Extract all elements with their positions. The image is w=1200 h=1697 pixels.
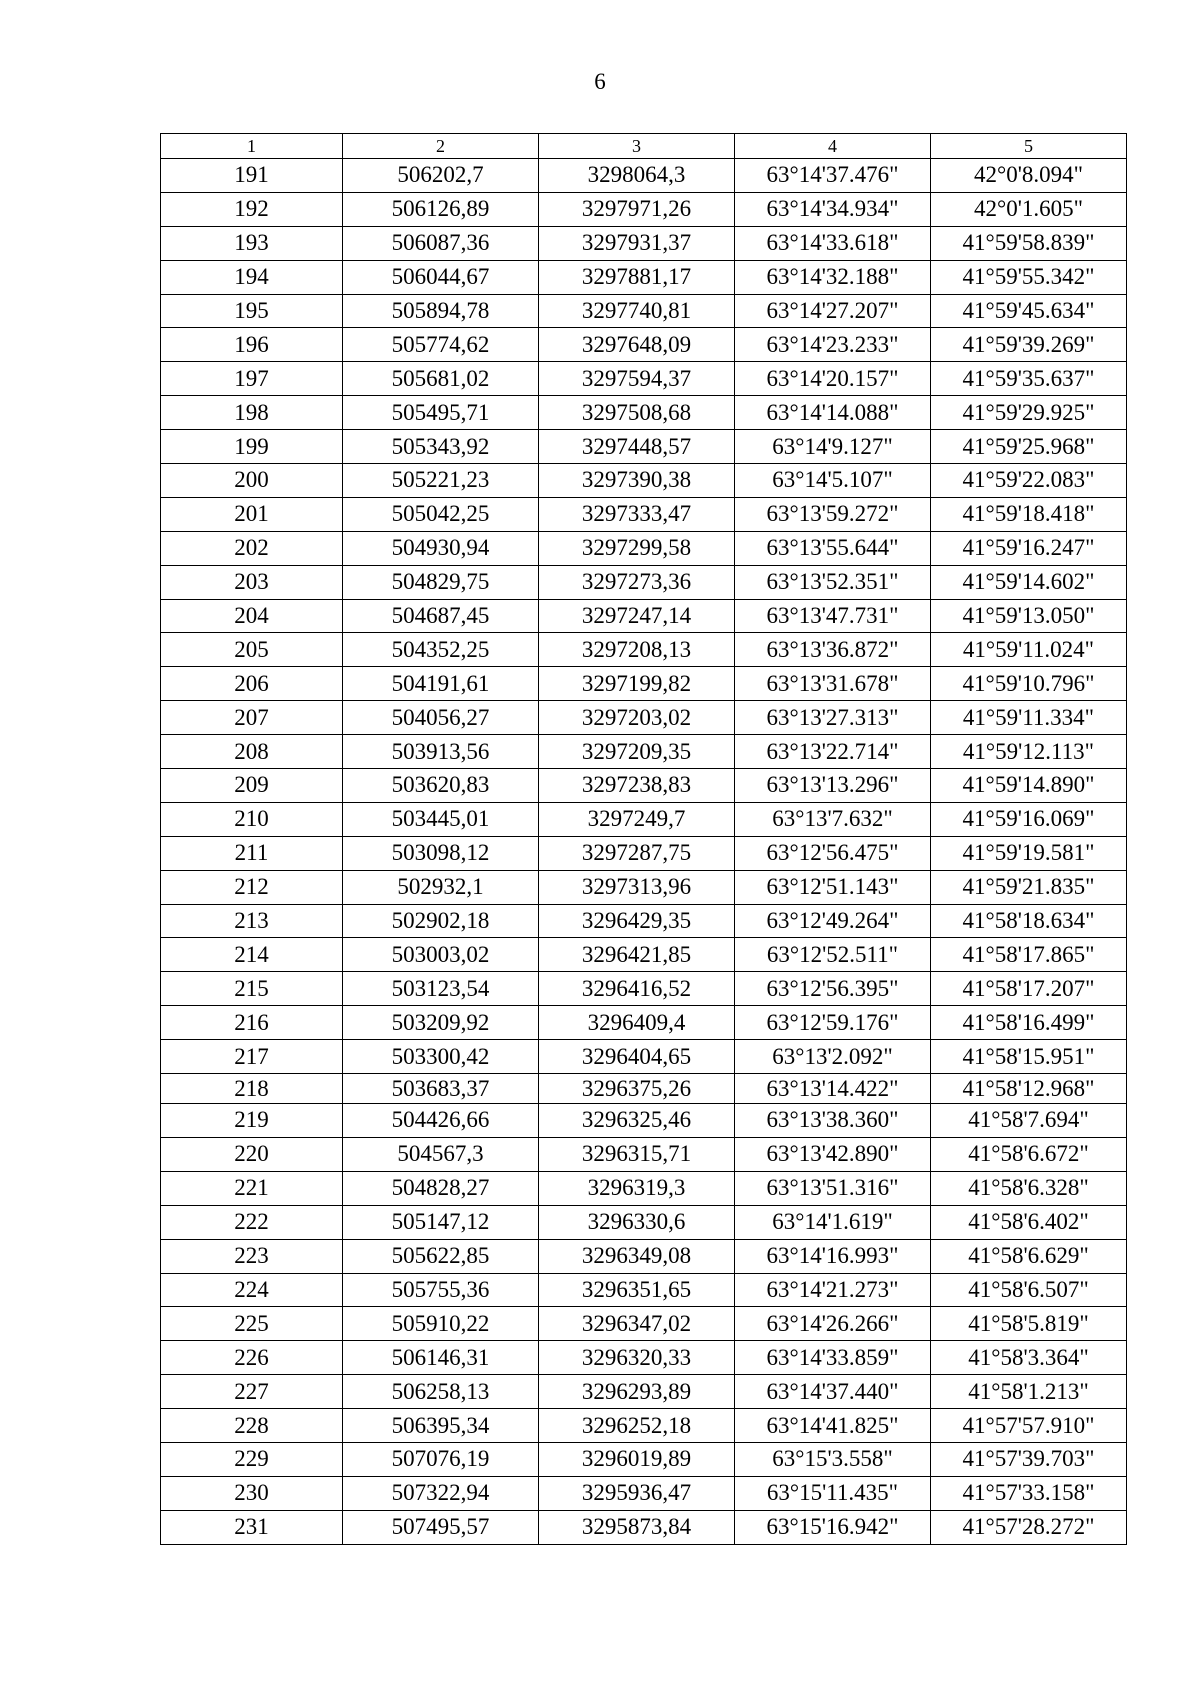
table-cell: 505042,25 (343, 497, 539, 531)
table-row (161, 1006, 1127, 1040)
table-cell: 3297508,68 (539, 396, 735, 430)
table-cell: 503209,92 (343, 1006, 539, 1040)
table-cell: 63°14'14.088" (735, 396, 931, 430)
table-cell: 41°59'25.968" (931, 430, 1127, 464)
table-cell: 504829,75 (343, 565, 539, 599)
table-cell: 506044,67 (343, 260, 539, 294)
table-cell: 41°58'7.694" (931, 1104, 1127, 1138)
table-cell: 505910,22 (343, 1307, 539, 1341)
table-cell: 3296349,08 (539, 1239, 735, 1273)
page-number: 6 (594, 69, 606, 94)
table-cell: 41°57'33.158" (931, 1476, 1127, 1510)
table-cell: 3296416,52 (539, 972, 735, 1006)
table-cell: 506202,7 (343, 159, 539, 193)
table-cell: 3297931,37 (539, 226, 735, 260)
table-cell: 41°58'6.507" (931, 1273, 1127, 1307)
table-cell: 3296252,18 (539, 1409, 735, 1443)
table-cell: 197 (161, 362, 343, 396)
table-cell: 41°59'29.925" (931, 396, 1127, 430)
table-row (161, 904, 1127, 938)
table-row (161, 192, 1127, 226)
table-cell: 41°58'16.499" (931, 1006, 1127, 1040)
table-cell: 505147,12 (343, 1205, 539, 1239)
table-cell: 63°13'31.678" (735, 667, 931, 701)
table-cell: 218 (161, 1074, 343, 1104)
table-cell: 503620,83 (343, 769, 539, 803)
table-cell: 503003,02 (343, 938, 539, 972)
table-cell: 63°13'47.731" (735, 599, 931, 633)
table-row (161, 1510, 1127, 1544)
table-cell: 41°59'58.839" (931, 226, 1127, 260)
table-cell: 63°12'56.395" (735, 972, 931, 1006)
table-cell: 3297313,96 (539, 870, 735, 904)
table-row (161, 1409, 1127, 1443)
table-cell: 41°58'17.865" (931, 938, 1127, 972)
table-cell: 41°59'22.083" (931, 464, 1127, 498)
table-cell: 63°14'9.127" (735, 430, 931, 464)
table-cell: 505622,85 (343, 1239, 539, 1273)
table-cell: 41°58'18.634" (931, 904, 1127, 938)
table-cell: 212 (161, 870, 343, 904)
table-cell: 504426,66 (343, 1104, 539, 1138)
table-cell: 42°0'1.605" (931, 192, 1127, 226)
table-cell: 502902,18 (343, 904, 539, 938)
table-cell: 504352,25 (343, 633, 539, 667)
table-cell: 63°14'26.266" (735, 1307, 931, 1341)
table-cell: 3297881,17 (539, 260, 735, 294)
table-cell: 41°57'39.703" (931, 1442, 1127, 1476)
table-row (161, 159, 1127, 193)
table-cell: 3297333,47 (539, 497, 735, 531)
table-row (161, 362, 1127, 396)
table-cell: 205 (161, 633, 343, 667)
table-cell: 3297299,58 (539, 531, 735, 565)
table-cell: 199 (161, 430, 343, 464)
table-row (161, 667, 1127, 701)
table-cell: 3296429,35 (539, 904, 735, 938)
table-cell: 41°59'55.342" (931, 260, 1127, 294)
table-cell: 231 (161, 1510, 343, 1544)
table-cell: 503123,54 (343, 972, 539, 1006)
table-row (161, 1074, 1127, 1104)
column-header: 2 (343, 134, 539, 159)
table-cell: 504687,45 (343, 599, 539, 633)
table-cell: 213 (161, 904, 343, 938)
table-cell: 503445,01 (343, 802, 539, 836)
table-cell: 63°14'34.934" (735, 192, 931, 226)
table-row (161, 870, 1127, 904)
table-cell: 207 (161, 701, 343, 735)
table-cell: 41°58'6.629" (931, 1239, 1127, 1273)
table-cell: 63°14'21.273" (735, 1273, 931, 1307)
table-row (161, 1239, 1127, 1273)
table-cell: 3296320,33 (539, 1341, 735, 1375)
table-cell: 63°12'59.176" (735, 1006, 931, 1040)
table-cell: 506258,13 (343, 1375, 539, 1409)
table-row (161, 1442, 1127, 1476)
table-cell: 505495,71 (343, 396, 539, 430)
table-cell: 63°13'36.872" (735, 633, 931, 667)
table-cell: 506126,89 (343, 192, 539, 226)
table-cell: 3297203,02 (539, 701, 735, 735)
table-cell: 63°12'49.264" (735, 904, 931, 938)
table-row (161, 396, 1127, 430)
table-cell: 63°14'41.825" (735, 1409, 931, 1443)
table-cell: 220 (161, 1137, 343, 1171)
table-cell: 41°59'11.334" (931, 701, 1127, 735)
table-cell: 502932,1 (343, 870, 539, 904)
table-cell: 3296330,6 (539, 1205, 735, 1239)
table-cell: 198 (161, 396, 343, 430)
column-header: 1 (161, 134, 343, 159)
table-row (161, 328, 1127, 362)
table-cell: 63°12'52.511" (735, 938, 931, 972)
table-row (161, 1040, 1127, 1074)
table-cell: 63°15'11.435" (735, 1476, 931, 1510)
table-row (161, 226, 1127, 260)
table-cell: 206 (161, 667, 343, 701)
table-cell: 63°15'3.558" (735, 1442, 931, 1476)
table-cell: 3297448,57 (539, 430, 735, 464)
table-row (161, 972, 1127, 1006)
table-body (161, 159, 1127, 1545)
table-cell: 41°59'14.890" (931, 769, 1127, 803)
table-cell: 63°14'1.619" (735, 1205, 931, 1239)
table-cell: 41°57'28.272" (931, 1510, 1127, 1544)
table-row (161, 735, 1127, 769)
table-row (161, 633, 1127, 667)
table-cell: 202 (161, 531, 343, 565)
table-cell: 41°58'6.328" (931, 1171, 1127, 1205)
table-cell: 195 (161, 294, 343, 328)
table-cell: 3296409,4 (539, 1006, 735, 1040)
table-cell: 192 (161, 192, 343, 226)
table-cell: 505221,23 (343, 464, 539, 498)
table-cell: 63°14'37.440" (735, 1375, 931, 1409)
table-cell: 506146,31 (343, 1341, 539, 1375)
table-cell: 63°13'14.422" (735, 1074, 931, 1104)
table-row (161, 1307, 1127, 1341)
table-cell: 3296421,85 (539, 938, 735, 972)
table-cell: 504930,94 (343, 531, 539, 565)
table-cell: 209 (161, 769, 343, 803)
table-cell: 216 (161, 1006, 343, 1040)
table-cell: 3297740,81 (539, 294, 735, 328)
table-cell: 3296404,65 (539, 1040, 735, 1074)
table-row (161, 938, 1127, 972)
table-cell: 63°13'59.272" (735, 497, 931, 531)
table-cell: 201 (161, 497, 343, 531)
table-cell: 41°59'10.796" (931, 667, 1127, 701)
table-cell: 3297247,14 (539, 599, 735, 633)
table-cell: 505755,36 (343, 1273, 539, 1307)
table-cell: 503913,56 (343, 735, 539, 769)
table-cell: 3296315,71 (539, 1137, 735, 1171)
table-cell: 503300,42 (343, 1040, 539, 1074)
table-cell: 41°58'1.213" (931, 1375, 1127, 1409)
table-cell: 63°14'32.188" (735, 260, 931, 294)
table-row (161, 836, 1127, 870)
table-cell: 63°13'52.351" (735, 565, 931, 599)
table-cell: 3298064,3 (539, 159, 735, 193)
table-cell: 504828,27 (343, 1171, 539, 1205)
table-row (161, 1137, 1127, 1171)
table-cell: 505774,62 (343, 328, 539, 362)
table-row (161, 464, 1127, 498)
table-cell: 63°12'51.143" (735, 870, 931, 904)
column-header: 3 (539, 134, 735, 159)
table-cell: 3295873,84 (539, 1510, 735, 1544)
table-cell: 63°13'38.360" (735, 1104, 931, 1138)
table-cell: 63°14'16.993" (735, 1239, 931, 1273)
table-cell: 211 (161, 836, 343, 870)
table-cell: 3297238,83 (539, 769, 735, 803)
table-cell: 227 (161, 1375, 343, 1409)
table-cell: 219 (161, 1104, 343, 1138)
table-cell: 3296375,26 (539, 1074, 735, 1104)
table-cell: 204 (161, 599, 343, 633)
table-cell: 41°59'39.269" (931, 328, 1127, 362)
table-row (161, 294, 1127, 328)
table-cell: 3296325,46 (539, 1104, 735, 1138)
coordinates-table (160, 133, 1127, 1545)
header-row (161, 134, 1127, 159)
table-cell: 3297971,26 (539, 192, 735, 226)
table-cell: 63°13'55.644" (735, 531, 931, 565)
table-cell: 505681,02 (343, 362, 539, 396)
table-row (161, 1171, 1127, 1205)
table-row (161, 260, 1127, 294)
table-cell: 41°58'6.402" (931, 1205, 1127, 1239)
table-cell: 504191,61 (343, 667, 539, 701)
table-row (161, 599, 1127, 633)
table-cell: 507076,19 (343, 1442, 539, 1476)
table-cell: 41°59'19.581" (931, 836, 1127, 870)
table-row (161, 701, 1127, 735)
table-row (161, 497, 1127, 531)
table-cell: 63°13'13.296" (735, 769, 931, 803)
table-row (161, 1341, 1127, 1375)
table-cell: 208 (161, 735, 343, 769)
table-cell: 3296319,3 (539, 1171, 735, 1205)
table-cell: 3297648,09 (539, 328, 735, 362)
table-cell: 42°0'8.094" (931, 159, 1127, 193)
table-cell: 41°58'12.968" (931, 1074, 1127, 1104)
table-row (161, 1104, 1127, 1138)
table-cell: 3297273,36 (539, 565, 735, 599)
table-cell: 41°59'21.835" (931, 870, 1127, 904)
table-cell: 63°13'27.313" (735, 701, 931, 735)
column-header: 5 (931, 134, 1127, 159)
table-cell: 221 (161, 1171, 343, 1205)
table-cell: 41°57'57.910" (931, 1409, 1127, 1443)
table-cell: 504056,27 (343, 701, 539, 735)
table-cell: 230 (161, 1476, 343, 1510)
table-cell: 3297209,35 (539, 735, 735, 769)
table-cell: 225 (161, 1307, 343, 1341)
table-cell: 63°13'51.316" (735, 1171, 931, 1205)
table-cell: 3297199,82 (539, 667, 735, 701)
table-cell: 3297287,75 (539, 836, 735, 870)
table-row (161, 1273, 1127, 1307)
table-cell: 41°58'15.951" (931, 1040, 1127, 1074)
table-cell: 63°13'42.890" (735, 1137, 931, 1171)
table-cell: 210 (161, 802, 343, 836)
table-cell: 505894,78 (343, 294, 539, 328)
table-row (161, 565, 1127, 599)
table-cell: 193 (161, 226, 343, 260)
table-cell: 63°14'20.157" (735, 362, 931, 396)
table-cell: 63°14'23.233" (735, 328, 931, 362)
table-row (161, 769, 1127, 803)
table-cell: 63°13'7.632" (735, 802, 931, 836)
table-cell: 63°13'22.714" (735, 735, 931, 769)
table-cell: 41°59'13.050" (931, 599, 1127, 633)
table-cell: 63°14'27.207" (735, 294, 931, 328)
table-cell: 41°59'16.069" (931, 802, 1127, 836)
table-cell: 63°14'37.476" (735, 159, 931, 193)
table-cell: 41°59'45.634" (931, 294, 1127, 328)
table-cell: 3296019,89 (539, 1442, 735, 1476)
table-cell: 3297208,13 (539, 633, 735, 667)
column-header: 4 (735, 134, 931, 159)
table-cell: 507322,94 (343, 1476, 539, 1510)
table-cell: 191 (161, 159, 343, 193)
table-cell: 3297249,7 (539, 802, 735, 836)
table-cell: 196 (161, 328, 343, 362)
table-cell: 506087,36 (343, 226, 539, 260)
table-header (161, 134, 1127, 159)
table-cell: 41°59'11.024" (931, 633, 1127, 667)
table-cell: 63°14'5.107" (735, 464, 931, 498)
table-cell: 41°58'6.672" (931, 1137, 1127, 1171)
table-cell: 223 (161, 1239, 343, 1273)
table-cell: 214 (161, 938, 343, 972)
table-cell: 63°15'16.942" (735, 1510, 931, 1544)
table-cell: 217 (161, 1040, 343, 1074)
table-cell: 226 (161, 1341, 343, 1375)
table-cell: 41°58'3.364" (931, 1341, 1127, 1375)
table-cell: 505343,92 (343, 430, 539, 464)
table-cell: 229 (161, 1442, 343, 1476)
table-cell: 63°12'56.475" (735, 836, 931, 870)
table-cell: 507495,57 (343, 1510, 539, 1544)
table-cell: 41°58'5.819" (931, 1307, 1127, 1341)
table-cell: 63°13'2.092" (735, 1040, 931, 1074)
table-cell: 3297390,38 (539, 464, 735, 498)
table-row (161, 1375, 1127, 1409)
table-cell: 203 (161, 565, 343, 599)
table-cell: 3296347,02 (539, 1307, 735, 1341)
table-cell: 41°59'14.602" (931, 565, 1127, 599)
table-cell: 194 (161, 260, 343, 294)
table-cell: 506395,34 (343, 1409, 539, 1443)
table-row (161, 430, 1127, 464)
table-cell: 224 (161, 1273, 343, 1307)
table-row (161, 1205, 1127, 1239)
table-cell: 200 (161, 464, 343, 498)
table-cell: 63°14'33.859" (735, 1341, 931, 1375)
table-cell: 41°59'18.418" (931, 497, 1127, 531)
table-cell: 41°58'17.207" (931, 972, 1127, 1006)
table-cell: 215 (161, 972, 343, 1006)
table-cell: 63°14'33.618" (735, 226, 931, 260)
table-row (161, 802, 1127, 836)
table-cell: 503683,37 (343, 1074, 539, 1104)
table-cell: 222 (161, 1205, 343, 1239)
table-cell: 3295936,47 (539, 1476, 735, 1510)
table-cell: 41°59'35.637" (931, 362, 1127, 396)
table-row (161, 1476, 1127, 1510)
table-cell: 41°59'16.247" (931, 531, 1127, 565)
table-row (161, 531, 1127, 565)
table-cell: 3297594,37 (539, 362, 735, 396)
table-cell: 3296351,65 (539, 1273, 735, 1307)
table-cell: 503098,12 (343, 836, 539, 870)
table-cell: 504567,3 (343, 1137, 539, 1171)
table-cell: 41°59'12.113" (931, 735, 1127, 769)
table-cell: 228 (161, 1409, 343, 1443)
table-cell: 3296293,89 (539, 1375, 735, 1409)
